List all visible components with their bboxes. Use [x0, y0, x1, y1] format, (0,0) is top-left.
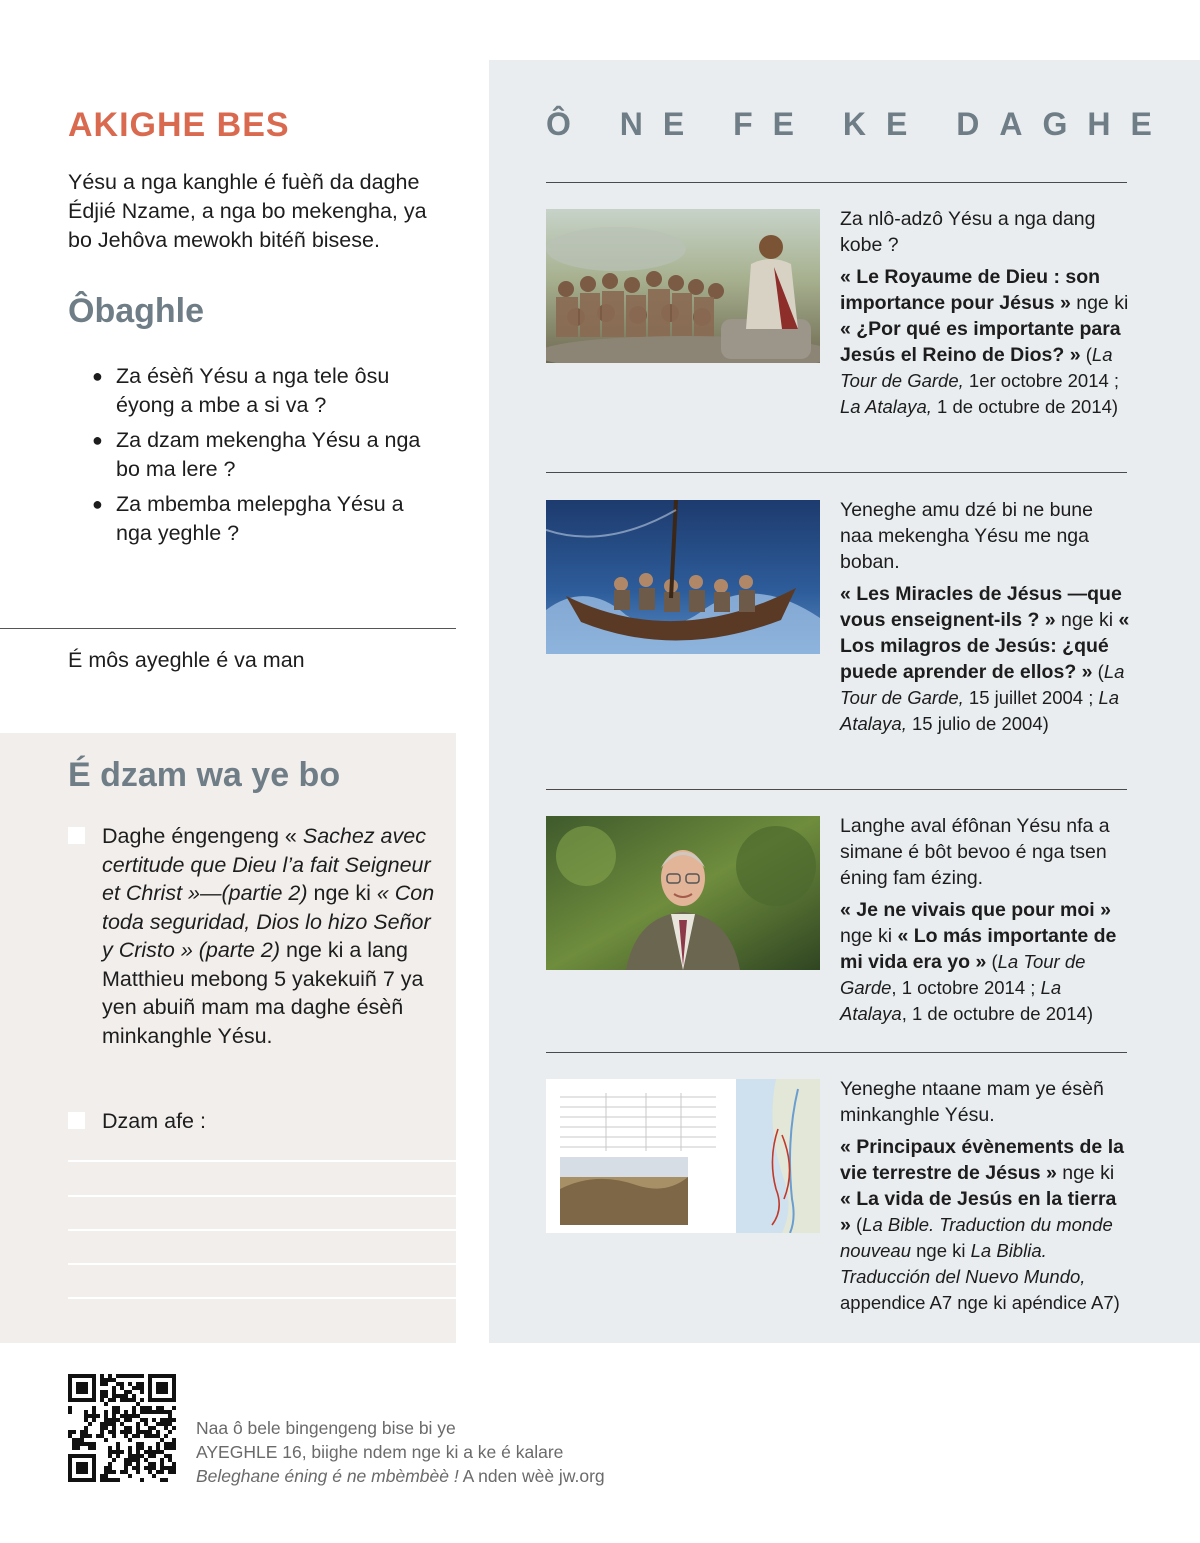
text-run: La Atalaya,: [840, 396, 932, 417]
text-run: nge ki: [1055, 609, 1119, 631]
text-run: 1er octobre 2014 ;: [963, 370, 1120, 391]
tasks-title: É dzam wa ye bo: [68, 756, 341, 794]
left-divider: [0, 628, 456, 629]
text-run: La Atalaya,: [840, 687, 1120, 734]
note-label: É môs ayeghle é va man: [68, 648, 305, 672]
text-run: « Je ne vivais que pour moi »: [840, 899, 1111, 921]
text-run: , 1 octobre 2014 ;: [891, 977, 1041, 998]
entry-reference[interactable]: [840, 264, 1130, 420]
right-divider: [546, 182, 1127, 183]
text-run: (: [1092, 661, 1104, 682]
task-text: [102, 1107, 438, 1136]
text-run: appendice A7 nge ki apéndice A7): [840, 1292, 1120, 1313]
qr-code-graphic: [68, 1374, 176, 1482]
man-portrait-photo-icon: [546, 816, 820, 970]
right-divider: [546, 1052, 1127, 1053]
bullet-icon: ●: [92, 366, 103, 386]
footer-line: Beleghane éning é ne mbèmbèè ! A nden wèè jw.org: [196, 1466, 605, 1486]
reading-entry: [840, 813, 1130, 1027]
review-question: ● Za mbemba melepgha Yésu a nga yeghle ?: [92, 492, 404, 545]
text-run: nge ki: [1056, 1162, 1115, 1184]
text-run: « Lo más importante de mi vida era yo »: [840, 925, 1117, 973]
boat-in-storm-illustration-icon: [546, 500, 820, 654]
text-run: (: [1080, 344, 1092, 365]
text-run: 15 julio de 2004): [906, 713, 1049, 734]
text-run: « La vida de Jesús en la tierra »: [840, 1188, 1117, 1236]
text-run: « Los milagros de Jesús: ¿qué puede aprender de ellos? »: [840, 609, 1130, 683]
text-run: (: [986, 951, 998, 972]
jesus-teaching-image: [546, 209, 820, 363]
jesus-teaching-crowd-illustration-icon: [546, 209, 820, 363]
text-run: La Atalaya: [840, 977, 1062, 1024]
task-item: [68, 1107, 438, 1136]
bullet-icon: ●: [92, 494, 103, 514]
task-item: [68, 822, 438, 1050]
footer-line: AYEGHLE 16, biighe ndem nge ki a ke é kalare: [196, 1442, 564, 1462]
entry-question: Yeneghe ntaane mam ye ésèñ minkanghle Yésu.: [840, 1078, 1104, 1126]
man-portrait-image: [546, 816, 820, 970]
bullet-icon: ●: [92, 430, 103, 450]
review-title: Ôbaghle: [68, 292, 205, 330]
entry-reference[interactable]: [840, 1134, 1130, 1316]
reading-entry: [840, 497, 1130, 737]
text-run: nge ki: [910, 1240, 971, 1261]
text-run: « Principaux évènements de la vie terrestre de Jésus »: [840, 1136, 1124, 1184]
text-run: « Con toda seguridad, Dios lo hizo Señor y Cristo » (parte 2): [102, 881, 435, 962]
text-run: Sachez avec certitude que Dieu l’a fait Seigneur et Christ »—(partie 2): [102, 824, 431, 905]
timeline-map-image: [546, 1079, 820, 1233]
boat-storm-image: [546, 500, 820, 654]
writing-line[interactable]: [68, 1263, 456, 1265]
writing-line[interactable]: [68, 1195, 456, 1197]
reading-entry: [840, 206, 1130, 420]
timeline-map-appendix-icon: [546, 1079, 820, 1233]
entry-question: Yeneghe amu dzé bi ne bune naa mekengha Yésu me nga boban.: [840, 499, 1093, 573]
text-run: nge ki: [307, 881, 377, 905]
right-divider: [546, 789, 1127, 790]
right-divider: [546, 472, 1127, 473]
text-run: La Bible. Traduction du monde nouveau: [840, 1214, 1113, 1261]
footer-note: [196, 1416, 605, 1488]
entry-reference[interactable]: [840, 581, 1130, 737]
text-run: La Tour de Garde: [840, 951, 1086, 998]
section-title: AKIGHE BES: [68, 106, 290, 144]
text-run: 15 juillet 2004 ;: [963, 687, 1099, 708]
entry-question: Langhe aval éfônan Yésu nfa a simane é bôt bevoo é nga tsen éning fam ézing.: [840, 815, 1110, 889]
text-run: Daghe éngengeng «: [102, 824, 303, 848]
footer-line: Naa ô bele bingengeng bise bi ye: [196, 1418, 456, 1438]
intro-paragraph: Yésu a nga kanghle é fuèñ da daghe Édjié Nzame, a nga bo mekengha, ya bo Jehôva mewokh bitéñ bisese.: [68, 170, 427, 252]
text-run: La Biblia. Traducción del Nuevo Mundo,: [840, 1240, 1086, 1287]
checkbox[interactable]: [68, 1112, 85, 1129]
checkbox[interactable]: [68, 827, 85, 844]
writing-line[interactable]: [68, 1160, 456, 1162]
text-run: , 1 de octubre de 2014): [901, 1003, 1094, 1024]
text-run: 1 de octubre de 2014): [931, 396, 1119, 417]
review-question: ● Za ésèñ Yésu a nga tele ôsu éyong a mbe a si va ?: [92, 364, 390, 417]
text-run: « ¿Por qué es importante para Jesús el Reino de Dios? »: [840, 318, 1121, 366]
review-questions: [92, 362, 442, 554]
text-run: nge ki: [840, 925, 898, 947]
text-run: (: [850, 1214, 863, 1235]
qr-code-icon[interactable]: [68, 1374, 176, 1482]
text-run: « Les Miracles de Jésus —que vous enseignent-ils ? »: [840, 583, 1122, 631]
review-question: ● Za dzam mekengha Yésu a nga bo ma lere ?: [92, 428, 421, 481]
further-reading-title: Ô NE FE KE DAGHE: [546, 106, 1172, 142]
entry-reference[interactable]: [840, 897, 1130, 1027]
text-run: Dzam afe :: [102, 1109, 206, 1133]
writing-line[interactable]: [68, 1297, 456, 1299]
task-text: [102, 822, 438, 1050]
text-run: nge ki: [1070, 292, 1129, 314]
text-run: La Tour de Garde,: [840, 661, 1125, 708]
text-run: La Tour de Garde,: [840, 344, 1113, 391]
entry-question: Za nlô-adzô Yésu a nga dang kobe ?: [840, 208, 1096, 256]
reading-entry: [840, 1076, 1130, 1316]
text-run: « Le Royaume de Dieu : son importance pour Jésus »: [840, 266, 1101, 314]
writing-line[interactable]: [68, 1229, 456, 1231]
text-run: nge ki a lang Matthieu mebong 5 yakekuiñ 7 ya yen abuiñ mam ma daghe ésèñ minkanghle Yésu.: [102, 938, 424, 1048]
